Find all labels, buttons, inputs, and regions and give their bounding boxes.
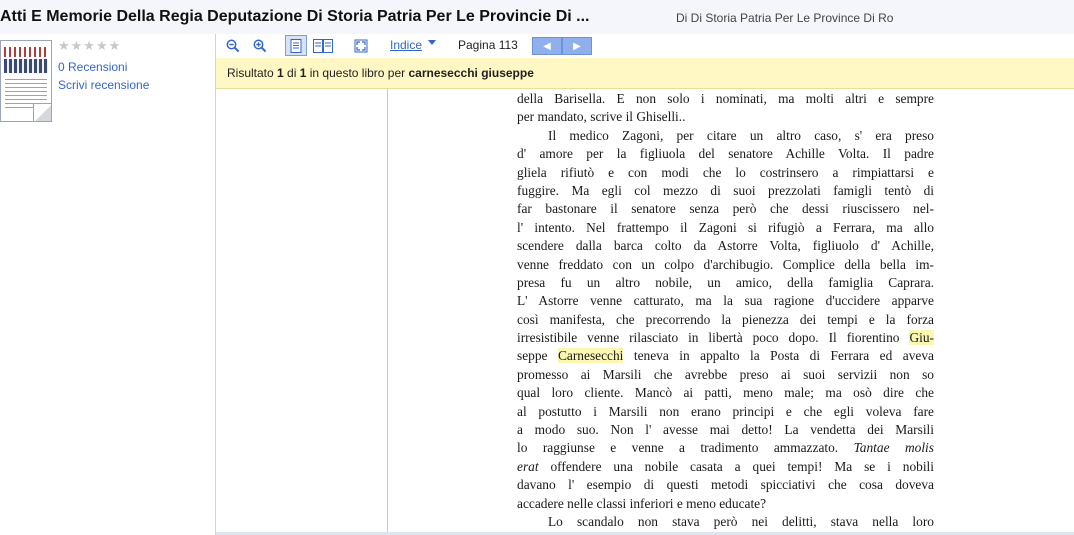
text-line: Lo scandalo non stava però nei delitti, stava nella loro (548, 513, 934, 529)
result-mid: di (283, 66, 300, 80)
search-result-bar (216, 58, 1074, 89)
result-current: 1 (277, 66, 284, 80)
text-line: far bastonare il senatore senza però che dessi riuscissero nel- (517, 201, 934, 217)
text-line: presa fu un altro nobile, un amico, della famiglia Caprara. (517, 274, 934, 290)
search-result-text (227, 66, 534, 80)
text-line: scendere dalla barca colto da Astorre Volta, figliuolo d' Achille, (517, 238, 934, 254)
text-line: L' Astorre venne catturato, ma la sua ragione d'uccidere apparve (517, 293, 934, 309)
result-suffix: in questo libro per (306, 66, 409, 80)
text-line: l' intento. Nel frattempo il Zagoni si rifugiò a Ferrara, ma allo (517, 219, 934, 235)
text-fragment: offendere una nobile casata a quei tempi! Ma se i nobili (538, 458, 934, 474)
text-line: venne freddato con un colpo d'archibugio. Complice della bella im- (517, 256, 934, 272)
title-bar (0, 0, 1074, 35)
text-line: fuggire. Ma egli col mezzo di suoi prezzolati famigli tentò di (517, 182, 934, 198)
two-page-view-icon[interactable] (311, 35, 335, 56)
book-page-text (517, 90, 934, 531)
book-title[interactable]: Atti E Memorie Della Regia Deputazione Di Storia Patria Per Le Provincie Di ... (0, 8, 590, 25)
chevron-down-icon[interactable] (428, 40, 436, 45)
zoom-in-icon[interactable] (249, 35, 271, 56)
result-total: 1 (299, 66, 307, 80)
text-line-with-highlight (517, 329, 934, 347)
italic-text: erat (517, 458, 539, 474)
page-number: Pagina 113 (458, 38, 518, 52)
text-line: gliela rifiutò e con modi che lo costrinsero a rimpiattarsi e (517, 164, 934, 180)
search-query: carnesecchi giuseppe (408, 66, 534, 80)
text-line: davano l' esempio di questi metodi spicciativi che cosa doveva (517, 477, 934, 493)
fullscreen-icon[interactable] (350, 35, 372, 56)
text-line: accadere nelle classi inferiori e meno educate? (517, 495, 767, 511)
page-curl-icon (33, 103, 52, 122)
next-page-button[interactable] (562, 37, 592, 55)
sidebar (0, 34, 216, 535)
arrow-right-icon: ▶ (573, 40, 581, 52)
text-line (517, 439, 934, 457)
index-dropdown[interactable]: Indice (390, 38, 423, 52)
text-line: della Barisella. E non solo i nominati, ma molti altri e sempre (517, 91, 934, 106)
text-fragment: teneva in appalto la Posta di Ferrara ed aveva (623, 348, 934, 364)
text-fragment: seppe (517, 348, 548, 364)
text-line (517, 458, 934, 476)
cover-decoration (4, 47, 48, 57)
write-review-link[interactable]: Scrivi recensione (58, 78, 150, 92)
text-line: per mandato, scrive il Ghiselli.. (517, 109, 686, 125)
rating-stars[interactable]: ★★★★★ (58, 38, 122, 53)
page-left-edge (387, 89, 388, 535)
text-line: promesso ai Marsili che avrebbe preso ai suoi servizii non so (517, 366, 934, 382)
book-cover-thumbnail[interactable] (0, 40, 52, 122)
text-line: Il medico Zagoni, per citare un altro caso, s' era preso (548, 127, 934, 143)
result-prefix: Risultato (227, 66, 278, 80)
text-line: a modo suo. Non l' avesse mai detto! La vendetta dei Marsili (517, 422, 934, 438)
single-page-view-icon[interactable] (285, 35, 307, 56)
previous-page-button[interactable] (532, 37, 562, 55)
search-highlight: Giu- (909, 330, 934, 346)
reviews-link[interactable]: 0 Recensioni (58, 60, 128, 74)
text-line: al postutto i Marsili non erano principi e che egli voleva fare (517, 403, 934, 419)
text-line-with-highlight (517, 347, 934, 365)
cover-decoration-2 (4, 59, 48, 73)
text-line: così manifesta, che precorrendo la pienezza dei tempi e la forza (517, 311, 934, 327)
search-highlight: Carnesecchi (557, 348, 624, 364)
italic-text: Tantae molis (853, 440, 934, 456)
book-byline: Di Di Storia Patria Per Le Province Di Ro (676, 11, 894, 25)
text-line: d' amore per la figliuola del senatore Achille Volta. Il padre (517, 146, 934, 162)
text-fragment: irresistibile venne rilasciato in libertà poco dopo. Il fiorentino (517, 330, 900, 346)
text-fragment: lo raggiunse e venne a tradimento ammazzato. (517, 440, 839, 456)
arrow-left-icon: ◀ (543, 40, 551, 52)
zoom-out-icon[interactable] (222, 35, 244, 56)
viewer-toolbar (216, 34, 1074, 58)
text-line: qual loro cliente. Mancò ai patti, meno male; ma osò dire che (517, 385, 934, 401)
